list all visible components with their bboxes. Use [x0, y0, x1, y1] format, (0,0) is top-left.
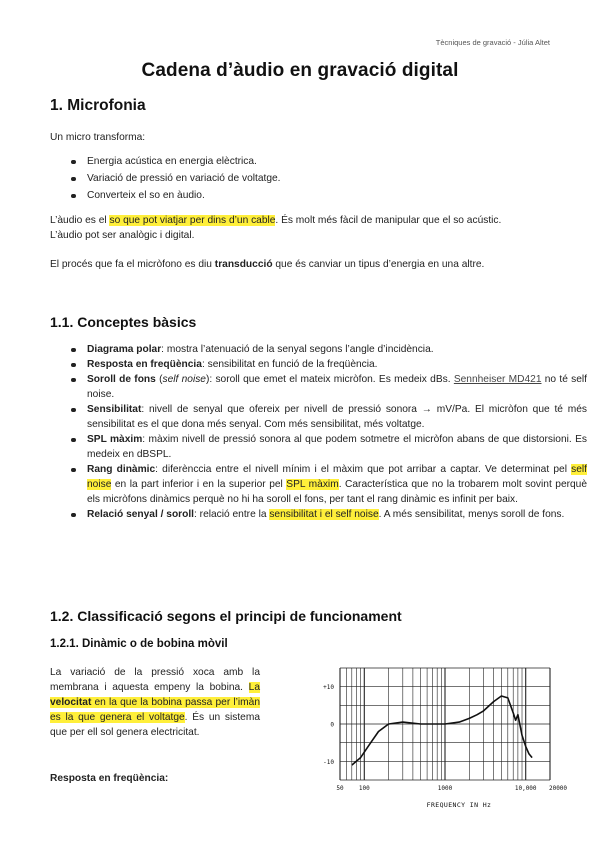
text-run: : diferènccia entre el nivell mínim i el màxim que pot arribar a captar. Ve determinat pel: [155, 464, 572, 475]
highlight: so que pot viatjar per dins d’un cable: [109, 215, 276, 226]
frequency-response-chart: [282, 660, 570, 820]
y-tick-label: +10: [323, 684, 334, 692]
response-curve: [352, 696, 532, 765]
term: Relació senyal / soroll: [87, 509, 195, 520]
list-item-spl: [87, 432, 587, 462]
running-header: Tècniques de gravació - Júlia Altet: [435, 38, 550, 47]
text-run: El procés que fa el micròfono es diu: [50, 259, 215, 270]
highlight: sensibilitat i el self noise: [269, 509, 379, 520]
term: Resposta en freqüència: [87, 359, 202, 370]
x-tick-label: 20000: [548, 785, 568, 792]
concepts-list: [50, 342, 587, 522]
text-run: : màxim nivell de pressió sonora al que podem sotmetre el micròfon abans de que distorsioni. Es medeix en dBSPL.: [87, 434, 587, 460]
text-run: . A més sensibilitat, menys soroll de fons.: [378, 509, 565, 520]
transform-list: [50, 154, 587, 203]
section-heading-microfonia: 1. Microfonia: [50, 97, 146, 114]
transduction-paragraph: [50, 257, 550, 272]
text-run: en la part inferior i en la superior pel: [111, 479, 287, 490]
text-run: . És un sistema que per ell sol genera electricitat.: [50, 712, 260, 738]
text-run: que és canviar un tipus d’energia en una altre.: [272, 259, 485, 270]
list-item-sensibilitat: [87, 402, 587, 432]
text-run: : sensibilitat en funció de la freqüència.: [201, 359, 378, 370]
term: Soroll de fons: [87, 374, 156, 385]
list-item-polar: [87, 342, 587, 357]
audio-paragraph: [50, 213, 550, 243]
bold-term: velocitat: [50, 697, 92, 708]
list-item: Converteix el so en àudio.: [87, 188, 587, 203]
italic-term: self noise: [162, 374, 206, 385]
text-run: : mostra l’atenuació de la senyal segons l’angle d’incidència.: [161, 344, 434, 355]
text-run: La: [248, 682, 260, 693]
text-run: no té self noise.: [87, 374, 587, 400]
text-run: L’àudio es el: [50, 215, 110, 226]
x-axis-label: FREQUENCY IN Hz: [426, 801, 492, 809]
text-run: L’àudio pot ser analògic i digital.: [50, 230, 195, 241]
list-item-resposta: [87, 357, 587, 372]
text-run: : relació entre la: [194, 509, 270, 520]
list-item-rang: [87, 462, 587, 507]
section-heading-classificacio: 1.2. Classificació segons el principi de funcionament: [50, 608, 402, 624]
response-label: [50, 771, 260, 786]
text-run: ): soroll que emet el mateix micròfon. Es medeix dBs.: [205, 374, 454, 385]
list-item-relacio: [87, 507, 587, 522]
bold-term: Resposta en freqüència:: [50, 773, 169, 784]
bold-term: transducció: [214, 259, 273, 270]
sennheiser-link[interactable]: Sennheiser MD421: [453, 374, 542, 385]
dynamic-mic-paragraph: [50, 665, 260, 740]
list-item: Energia acústica en energia elèctrica.: [87, 154, 587, 169]
highlight: self noise: [87, 464, 588, 490]
list-item: Variació de pressió en variació de voltatge.: [87, 171, 587, 186]
section-heading-conceptes: 1.1. Conceptes bàsics: [50, 314, 197, 330]
text-run: : nivell de senyal que ofereix per nivell de pressió sonora → mV/Pa. El micròfon que té més sensibilitat es el que dona més senyal. Com més sensibilitat, més voltatge.: [87, 404, 587, 430]
term: Rang dinàmic: [87, 464, 156, 475]
list-item-soroll: [87, 372, 587, 402]
term: SPL màxim: [87, 434, 143, 445]
text-run: La variació de la pressió xoca amb la membrana i aquesta empeny la bobina.: [50, 667, 260, 693]
document-title: Cadena d’àudio en gravació digital: [141, 60, 459, 81]
term: Diagrama polar: [87, 344, 162, 355]
text-run: (: [155, 374, 163, 385]
text-run: . Característica que no la trobarem molt sovint perquè els micròfons dinàmics perquè no hi ha soroll el fons, per tant el rang dinàmic es infinit per baix.: [87, 479, 588, 505]
x-tick-label: 100: [358, 785, 370, 792]
text-run: . És molt més fàcil de manipular que el so acústic.: [275, 215, 502, 226]
text-run: en la que la bobina passa per l’imàn es la que genera el voltatge: [50, 697, 260, 723]
term: Sensibilitat: [87, 404, 142, 415]
frequency-response-svg: [282, 660, 570, 820]
y-tick-label: -10: [323, 758, 334, 766]
subsection-heading-dinamic: 1.2.1. Dinàmic o de bobina mòvil: [50, 638, 228, 650]
intro-text: Un micro transforma:: [50, 132, 146, 143]
y-tick-label: 0: [330, 721, 334, 729]
x-tick-label: 1000: [437, 785, 453, 792]
x-tick-label: 50: [336, 785, 344, 792]
x-tick-label: 10,000: [514, 785, 537, 792]
highlight: SPL màxim: [286, 479, 339, 490]
